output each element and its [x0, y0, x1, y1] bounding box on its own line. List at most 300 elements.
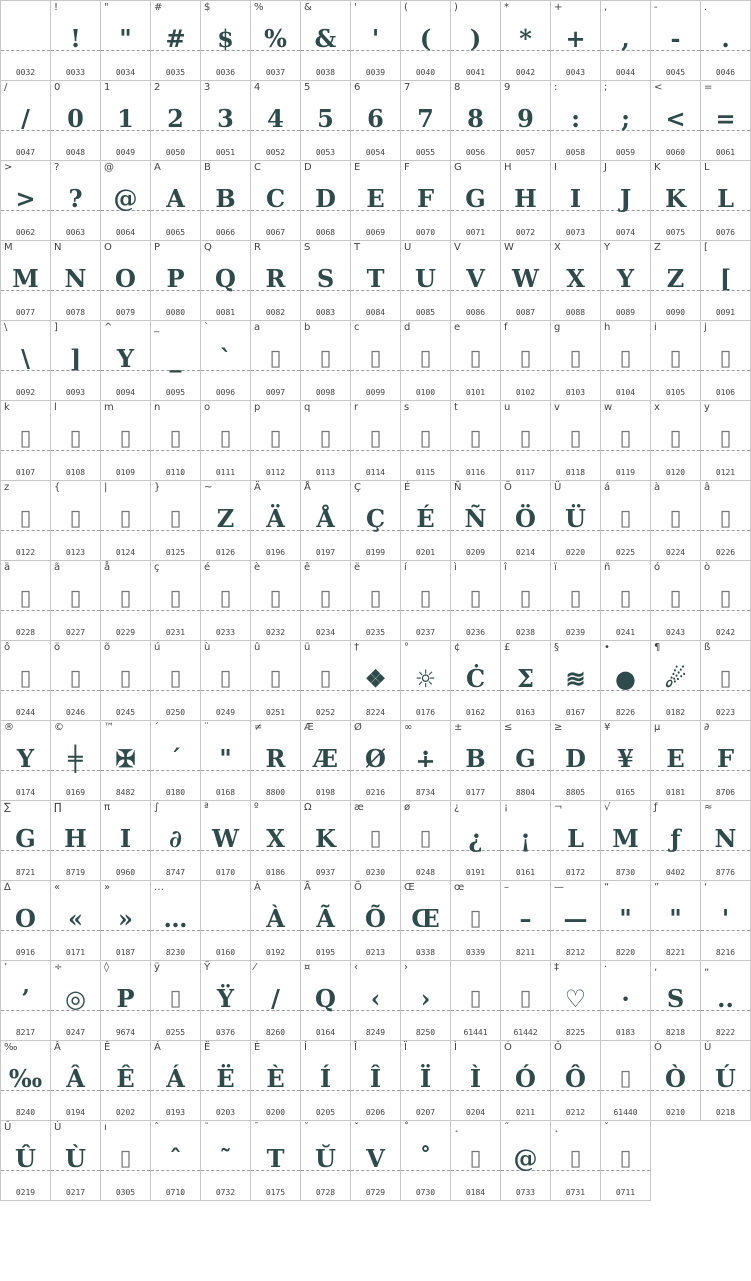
glyph-sample: ▯: [319, 586, 332, 611]
glyph-code: 0037: [265, 68, 286, 77]
glyph-char-label: ã: [54, 562, 61, 573]
glyph-cell: [551, 1041, 601, 1121]
glyph-code: 0084: [365, 308, 386, 317]
glyph-cell: [351, 801, 401, 881]
glyph-char-label: B: [204, 162, 211, 173]
glyph-code: 0180: [165, 788, 186, 797]
glyph-char-label: ê: [304, 562, 311, 573]
glyph-sample: ..: [717, 984, 734, 1013]
glyph-cell: [301, 881, 351, 961]
glyph-code: 0176: [415, 708, 436, 717]
glyph-cell: [451, 481, 501, 561]
glyph-cell: [351, 641, 401, 721]
glyph-cell: [301, 161, 351, 241]
glyph-cell: [601, 161, 651, 241]
glyph-cell: [1, 561, 51, 641]
glyph-sample: W: [512, 264, 539, 293]
glyph-code: 0126: [215, 548, 236, 557]
glyph-row: [1, 81, 751, 161]
glyph-sample: ▯: [219, 666, 232, 691]
glyph-sample: K: [665, 184, 686, 213]
glyph-char-label: î: [504, 562, 507, 573]
glyph-sample: M: [12, 264, 39, 293]
glyph-char-label: Ã: [304, 882, 311, 893]
glyph-code: 0236: [465, 628, 486, 637]
glyph-sample: _: [169, 344, 182, 373]
glyph-char-label: Ç: [354, 482, 361, 493]
glyph-sample: ▯: [619, 1146, 632, 1171]
glyph-char-label: ›: [404, 962, 408, 973]
glyph-code: 0219: [15, 1188, 36, 1197]
glyph-char-label: Z: [654, 242, 661, 253]
glyph-sample: ▯: [419, 346, 432, 371]
glyph-char-label: œ: [454, 882, 465, 893]
glyph-sample: ‹: [370, 984, 381, 1013]
glyph-cell: [351, 321, 401, 401]
glyph-char-label: R: [254, 242, 261, 253]
glyph-code: 0230: [365, 868, 386, 877]
glyph-sample: ▯: [119, 506, 132, 531]
glyph-char-label: ~: [204, 482, 213, 493]
glyph-cell: [451, 1041, 501, 1121]
glyph-char-label: G: [454, 162, 462, 173]
glyph-char-label: ±: [454, 722, 463, 733]
glyph-cell: [351, 81, 401, 161]
glyph-cell: [1, 801, 51, 881]
glyph-code: 0226: [715, 548, 736, 557]
glyph-char-label: ¡: [504, 802, 509, 813]
glyph-char-label: u: [504, 402, 511, 413]
glyph-char-label: ÿ: [154, 962, 160, 973]
glyph-char-label: Å: [304, 482, 311, 493]
glyph-sample: ◎: [65, 984, 86, 1013]
glyph-sample: -: [670, 24, 681, 53]
glyph-cell: [201, 881, 251, 961]
glyph-code: 8222: [715, 1028, 736, 1037]
glyph-cell: [301, 961, 351, 1041]
glyph-cell: [451, 401, 501, 481]
glyph-sample: À: [266, 904, 285, 933]
glyph-char-label: l: [54, 402, 57, 413]
glyph-cell: [551, 801, 601, 881]
glyph-sample: —: [563, 904, 588, 933]
glyph-char-label: ^: [104, 322, 113, 333]
glyph-cell: [401, 1121, 451, 1201]
glyph-char-label: ü: [304, 642, 311, 653]
glyph-char-label: ä: [4, 562, 11, 573]
glyph-sample: (: [419, 24, 432, 53]
glyph-code: 0106: [715, 388, 736, 397]
glyph-cell: [101, 321, 151, 401]
glyph-char-label: A: [154, 162, 161, 173]
glyph-code: 8482: [115, 788, 136, 797]
glyph-code: 0160: [215, 948, 236, 957]
glyph-char-label: »: [104, 882, 111, 893]
glyph-cell: [551, 241, 601, 321]
glyph-sample: Õ: [365, 904, 386, 933]
glyph-char-label: >: [4, 162, 13, 173]
glyph-sample: ▯: [569, 586, 582, 611]
glyph-cell: [501, 81, 551, 161]
glyph-code: 0053: [315, 148, 336, 157]
glyph-code: 0040: [415, 68, 436, 77]
glyph-cell: [201, 1, 251, 81]
glyph-code: 0060: [665, 148, 686, 157]
glyph-char-label: Ó: [504, 1042, 512, 1053]
glyph-cell: [501, 881, 551, 961]
glyph-sample: Y: [16, 744, 35, 773]
glyph-cell: [701, 1, 751, 81]
glyph-sample: V: [366, 1144, 385, 1173]
glyph-sample: ▯: [569, 426, 582, 451]
glyph-code: 8224: [365, 708, 386, 717]
glyph-cell: [101, 641, 151, 721]
glyph-char-label: ø: [404, 802, 411, 813]
glyph-cell: [401, 321, 451, 401]
glyph-cell: [601, 881, 651, 961]
glyph-code: 0036: [215, 68, 236, 77]
glyph-sample: Ó: [515, 1064, 536, 1093]
glyph-sample: F: [416, 184, 435, 213]
glyph-char-label: S: [304, 242, 311, 253]
glyph-char-label: Ú: [704, 1042, 712, 1053]
glyph-code: 0058: [565, 148, 586, 157]
glyph-cell: [401, 801, 451, 881]
glyph-sample: ’: [21, 984, 30, 1013]
glyph-code: 0070: [415, 228, 436, 237]
glyph-cell: [651, 161, 701, 241]
glyph-sample: ▯: [719, 426, 732, 451]
glyph-cell: [151, 1121, 201, 1201]
glyph-cell: [401, 81, 451, 161]
glyph-char-label: —: [554, 882, 564, 893]
glyph-code: 0096: [215, 388, 236, 397]
glyph-code: 0085: [415, 308, 436, 317]
glyph-cell: [601, 481, 651, 561]
glyph-code: 0115: [415, 468, 436, 477]
glyph-cell: [301, 721, 351, 801]
glyph-code: 0066: [215, 228, 236, 237]
glyph-code: 0095: [165, 388, 186, 397]
glyph-char-label: ˇ: [354, 1122, 359, 1133]
glyph-code: 0203: [215, 1108, 236, 1117]
glyph-char-label: ö: [54, 642, 61, 653]
glyph-code: 0068: [315, 228, 336, 237]
glyph-sample: 0: [67, 104, 84, 133]
glyph-code: 0250: [165, 708, 186, 717]
glyph-cell: [351, 961, 401, 1041]
glyph-char-label: Æ: [304, 722, 314, 733]
glyph-cell: [651, 721, 701, 801]
glyph-char-label: ]: [54, 322, 58, 333]
glyph-char-label: å: [104, 562, 111, 573]
glyph-code: 0032: [15, 68, 36, 77]
glyph-code: 0218: [715, 1108, 736, 1117]
glyph-sample: Q: [315, 984, 336, 1013]
glyph-sample: D: [565, 744, 586, 773]
glyph-sample: ▯: [519, 346, 532, 371]
glyph-cell: [251, 641, 301, 721]
glyph-cell: [251, 1, 301, 81]
glyph-char-label: Ö: [504, 482, 512, 493]
glyph-sample: ¿: [468, 824, 483, 853]
glyph-cell: [651, 401, 701, 481]
glyph-sample: ": [119, 24, 132, 53]
glyph-code: 0186: [265, 868, 286, 877]
glyph-sample: ¥: [617, 744, 634, 773]
glyph-char-label: «: [54, 882, 61, 893]
glyph-sample: Ë: [216, 1064, 235, 1093]
glyph-sample: E: [366, 184, 385, 213]
glyph-char-label: .: [704, 2, 708, 13]
glyph-sample: ▯: [619, 346, 632, 371]
glyph-code: 0038: [315, 68, 336, 77]
glyph-cell: [101, 81, 151, 161]
glyph-sample: Ŭ: [315, 1144, 336, 1173]
glyph-char-label: ): [454, 2, 458, 13]
glyph-char-label: C: [254, 162, 261, 173]
glyph-sample: ▯: [519, 986, 532, 1011]
glyph-sample: Ø: [365, 744, 386, 773]
glyph-sample: Y: [116, 344, 135, 373]
glyph-sample: I: [569, 184, 582, 213]
glyph-cell: [201, 321, 251, 401]
glyph-sample: ▯: [269, 666, 282, 691]
glyph-sample: Î: [369, 1064, 382, 1093]
glyph-cell: [101, 241, 151, 321]
glyph-sample: –: [519, 904, 532, 933]
glyph-char-label: ˇ: [604, 1122, 609, 1133]
glyph-char-label: _: [154, 322, 159, 333]
glyph-sample: ▯: [419, 586, 432, 611]
glyph-cell: [551, 561, 601, 641]
glyph-char-label: ®: [4, 722, 14, 733]
glyph-cell: [251, 801, 301, 881]
glyph-char-label: û: [254, 642, 261, 653]
glyph-cell: [51, 1, 101, 81]
glyph-code: 0238: [515, 628, 536, 637]
glyph-code: 0172: [565, 868, 586, 877]
glyph-code: 8218: [665, 1028, 686, 1037]
glyph-cell: [501, 961, 551, 1041]
glyph-row: [1, 561, 751, 641]
glyph-char-label: ≠: [254, 722, 263, 733]
glyph-char-label: ◊: [104, 962, 109, 973]
glyph-cell: [51, 81, 101, 161]
glyph-code: 0099: [365, 388, 386, 397]
glyph-code: 0042: [515, 68, 536, 77]
glyph-cell: [401, 961, 451, 1041]
glyph-sample: Ô: [565, 1064, 586, 1093]
glyph-cell: [651, 641, 701, 721]
glyph-char-label: ·: [604, 962, 608, 973]
glyph-char-label: §: [554, 642, 559, 653]
glyph-char-label: O: [104, 242, 112, 253]
glyph-code: 8221: [665, 948, 686, 957]
glyph-char-label: ï: [554, 562, 557, 573]
glyph-code: 0086: [465, 308, 486, 317]
glyph-char-label: ∂: [704, 722, 710, 733]
glyph-char-label: @: [104, 162, 114, 173]
glyph-sample: A: [166, 184, 185, 213]
glyph-code: 0255: [165, 1028, 186, 1037]
glyph-sample: Ã: [316, 904, 335, 933]
glyph-code: 8776: [715, 868, 736, 877]
glyph-char-label: *: [504, 2, 509, 13]
glyph-code: 0049: [115, 148, 136, 157]
glyph-char-label: 7: [404, 82, 411, 93]
glyph-sample: Ñ: [464, 504, 487, 533]
glyph-code: 0048: [65, 148, 86, 157]
glyph-code: 0182: [665, 708, 686, 717]
glyph-cell: [201, 641, 251, 721]
glyph-char-label: Ì: [454, 1042, 457, 1053]
glyph-code: 0730: [415, 1188, 436, 1197]
glyph-cell: [251, 321, 301, 401]
glyph-cell: [51, 241, 101, 321]
baseline-guide: [1, 50, 50, 51]
glyph-code: 0052: [265, 148, 286, 157]
glyph-char-label: ç: [154, 562, 160, 573]
glyph-cell: [51, 401, 101, 481]
glyph-sample: ▯: [419, 826, 432, 851]
glyph-code: 0097: [265, 388, 286, 397]
glyph-sample: ▯: [69, 506, 82, 531]
glyph-cell: [51, 641, 101, 721]
glyph-cell: [601, 721, 651, 801]
glyph-sample: ': [721, 904, 730, 933]
glyph-sample: ▯: [719, 506, 732, 531]
glyph-sample: =: [715, 104, 736, 133]
glyph-char-label: ß: [704, 642, 711, 653]
glyph-code: 0249: [215, 708, 236, 717]
glyph-sample: R: [265, 264, 286, 293]
glyph-sample: S: [666, 984, 685, 1013]
glyph-code: 0078: [65, 308, 86, 317]
glyph-cell: [1, 721, 51, 801]
glyph-code: 8260: [265, 1028, 286, 1037]
glyph-cell: [301, 81, 351, 161]
glyph-code: 0711: [615, 1188, 636, 1197]
glyph-char-label: ƒ: [654, 802, 658, 813]
glyph-cell: [701, 321, 751, 401]
glyph-code: 0092: [15, 388, 36, 397]
glyph-sample: ▯: [719, 346, 732, 371]
glyph-code: 0051: [215, 148, 236, 157]
glyph-cell: [601, 801, 651, 881]
glyph-char-label: é: [204, 562, 211, 573]
glyph-cell: [701, 721, 751, 801]
glyph-sample: ▯: [519, 426, 532, 451]
glyph-char-label: Œ: [404, 882, 415, 893]
glyph-code: 0059: [615, 148, 636, 157]
glyph-cell: [351, 161, 401, 241]
glyph-char-label: M: [4, 242, 13, 253]
glyph-cell: [51, 801, 101, 881]
glyph-sample: ▯: [169, 426, 182, 451]
glyph-cell: [601, 81, 651, 161]
glyph-cell: [351, 1041, 401, 1121]
glyph-code: 0199: [365, 548, 386, 557]
glyph-row: [1, 1041, 751, 1121]
glyph-cell: [501, 481, 551, 561]
glyph-cell: [51, 561, 101, 641]
glyph-code: 61441: [463, 1028, 488, 1037]
glyph-sample: »: [118, 904, 133, 933]
glyph-sample: ▯: [319, 426, 332, 451]
glyph-code: 0170: [215, 868, 236, 877]
glyph-char-label: r: [354, 402, 359, 413]
glyph-sample: ▯: [19, 586, 32, 611]
glyph-char-label: á: [604, 482, 611, 493]
glyph-char-label: m: [104, 402, 114, 413]
glyph-code: 0103: [565, 388, 586, 397]
glyph-cell: [351, 721, 401, 801]
glyph-char-label: ∞: [404, 722, 413, 733]
glyph-sample: ): [469, 24, 482, 53]
glyph-sample: ▯: [619, 506, 632, 531]
glyph-char-label: ≥: [554, 722, 563, 733]
glyph-char-label: †: [354, 642, 359, 653]
glyph-code: 0082: [265, 308, 286, 317]
glyph-cell: [151, 81, 201, 161]
glyph-char-label: ‰: [4, 1042, 18, 1053]
glyph-cell: [651, 801, 701, 881]
glyph-char-label: H: [504, 162, 512, 173]
glyph-cell: [701, 961, 751, 1041]
glyph-code: 0197: [315, 548, 336, 557]
glyph-sample: ▯: [369, 826, 382, 851]
glyph-sample: U: [415, 264, 436, 293]
glyph-sample: ▯: [169, 586, 182, 611]
glyph-code: 0305: [115, 1188, 136, 1197]
glyph-cell: [551, 641, 601, 721]
glyph-char-label: ñ: [604, 562, 611, 573]
glyph-sample: O: [115, 264, 136, 293]
glyph-sample: Æ: [313, 744, 338, 773]
glyph-cell: [601, 321, 651, 401]
glyph-code: 0088: [565, 308, 586, 317]
glyph-cell: [101, 1, 151, 81]
glyph-char-label: U: [404, 242, 412, 253]
glyph-char-label: °: [404, 642, 409, 653]
glyph-char-label: Ø: [354, 722, 362, 733]
glyph-sample: ▯: [169, 666, 182, 691]
glyph-sample: P: [166, 264, 185, 293]
glyph-char-label: Û: [4, 1122, 12, 1133]
glyph-char-label: π: [104, 802, 111, 813]
glyph-sample: Í: [319, 1064, 332, 1093]
glyph-sample: ▯: [569, 346, 582, 371]
glyph-char-label: Ü: [554, 482, 562, 493]
glyph-sample: ▯: [619, 1066, 632, 1091]
glyph-char-label: #: [154, 2, 163, 13]
glyph-cell: [1, 1, 51, 81]
glyph-code: 0234: [315, 628, 336, 637]
glyph-char-label: +: [554, 2, 563, 13]
glyph-sample: T: [366, 264, 385, 293]
glyph-code: 8225: [565, 1028, 586, 1037]
glyph-code: 0069: [365, 228, 386, 237]
glyph-code: 0107: [15, 468, 36, 477]
glyph-cell: [51, 321, 101, 401]
glyph-cell: [651, 961, 701, 1041]
glyph-code: 0121: [715, 468, 736, 477]
glyph-char-label: Ω: [304, 802, 312, 813]
glyph-char-label: ©: [54, 722, 64, 733]
glyph-code: 0033: [65, 68, 86, 77]
glyph-cell: [1, 241, 51, 321]
